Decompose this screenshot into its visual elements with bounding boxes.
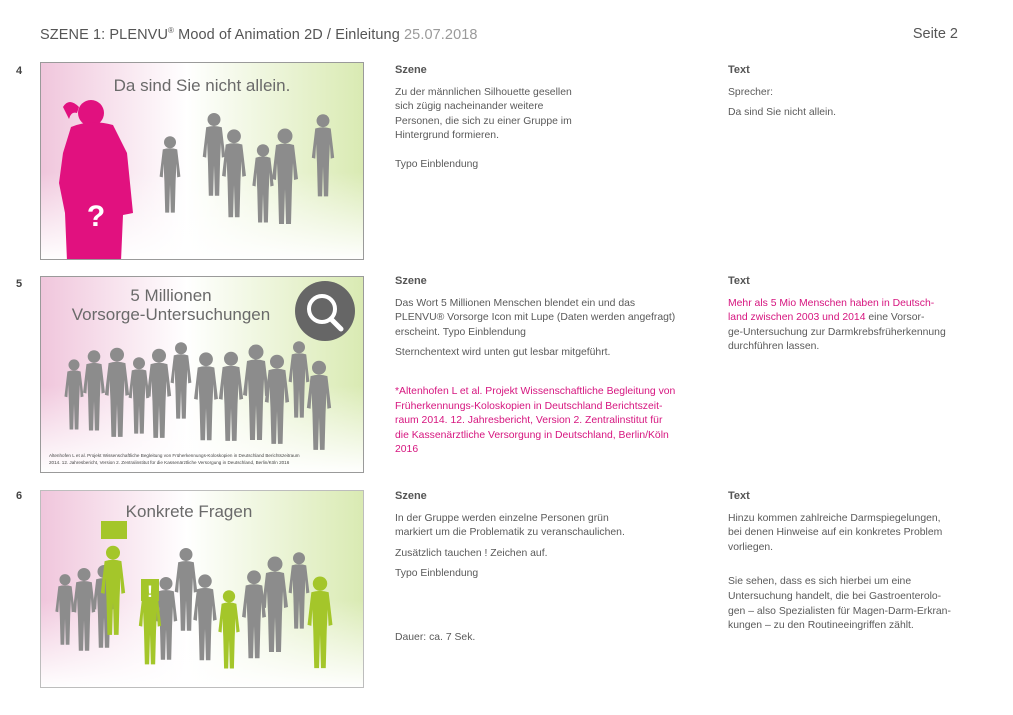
scene-line: In der Gruppe werden einzelne Personen grün — [395, 512, 609, 524]
voiceover-line: Sie sehen, dass es sich hierbei um eine — [728, 576, 912, 588]
exclamation-icon: ! — [147, 582, 153, 601]
scene-column-4 — [395, 63, 695, 173]
scene-line: Zu der männlichen Silhouette gesellen — [395, 86, 572, 98]
exclamation-sign — [141, 579, 159, 601]
frame-title-line-2: Vorsorge-Untersuchungen — [71, 305, 271, 324]
frame-footnote: Altenhofen L et al. Projekt Wissenschaftliche Begleitung von Früherkennungs-Koloskopien in Deutschland Berichtszeitraum — [49, 453, 300, 458]
magnifier-icon — [295, 281, 355, 341]
voiceover-line: bei denen Hinweise auf ein konkretes Problem — [728, 527, 943, 539]
frame-footnote: 2014. 12. Jahresbericht, Version 2. Zentralinstitut für die Kassenärztliche Versorgung in Deutschland, Berlin/Köln 2016 — [49, 460, 290, 465]
text-column-4 — [728, 63, 998, 121]
text-heading: Text — [728, 64, 750, 76]
storyboard-frame-4 — [40, 62, 364, 260]
storyboard-frame-5 — [40, 276, 364, 473]
frame-title: Da sind Sie nicht allein. — [113, 76, 291, 95]
voiceover-text: Da sind Sie nicht allein. — [728, 107, 837, 119]
header-date: 25.07.2018 — [404, 26, 478, 43]
voiceover-line: gen – also Spezialisten für Magen-Darm-Erkran- — [728, 605, 951, 617]
voiceover-line: land zwischen 2003 und 2014 — [728, 312, 866, 324]
scene-line: Das Wort 5 Millionen Menschen blendet ein und das — [395, 297, 636, 309]
reference-line: die Kassenärztliche Versorgung in Deutschland, Berlin/Köln — [395, 429, 669, 441]
reference-line: 2016 — [395, 444, 419, 456]
scene-note: Typo Einblendung — [395, 158, 479, 170]
voiceover-line: kungen – zu den Routineeingriffen zählt. — [728, 620, 914, 632]
scene-column-5 — [395, 274, 705, 458]
scene-line: sich zügig nacheinander weitere — [395, 101, 544, 113]
voiceover-line: eine Vorsor- — [865, 312, 925, 324]
scene-heading: Szene — [395, 490, 427, 502]
row-number: 6 — [16, 490, 23, 502]
voiceover-line: durchführen lassen. — [728, 341, 820, 353]
page-number: Seite 2 — [912, 26, 958, 42]
reference-line: Früherkennungs-Koloskopien in Deutschland Berichtszeit- — [395, 400, 663, 412]
scene-note: Sternchentext wird unten gut lesbar mitgeführt. — [395, 347, 611, 359]
reference-line: *Altenhofen L et al. Projekt Wissenschaftliche Begleitung von — [395, 385, 676, 397]
scene-line: markiert um die Problematik zu veranschaulichen. — [395, 527, 625, 539]
text-heading: Text — [728, 275, 750, 287]
scene-line: PLENVU® Vorsorge Icon mit Lupe (Daten werden angefragt) — [395, 312, 676, 324]
row-number: 5 — [16, 278, 23, 290]
scene-note: Zusätzlich tauchen ! Zeichen auf. — [395, 547, 548, 559]
duration-label: Dauer: ca. 7 Sek. — [395, 631, 476, 643]
scene-label: SZENE 1: PLENVU — [40, 26, 169, 43]
question-mark-icon: ? — [86, 200, 106, 233]
row-number: 4 — [16, 65, 23, 77]
text-column-6 — [728, 489, 998, 634]
frame-title-line-1: 5 Millionen — [130, 286, 212, 305]
text-column-5 — [728, 274, 998, 355]
storyboard-frame-6 — [40, 490, 364, 688]
voiceover-line: ge-Untersuchung zur Darmkrebsfrüherkennung — [728, 326, 946, 338]
speaker-label: Sprecher: — [728, 86, 774, 98]
voiceover-line: Untersuchung handelt, die bei Gastroenterolo- — [728, 590, 942, 602]
scene-note: Typo Einblendung — [395, 568, 479, 580]
reference-line: raum 2014. 12. Jahresbericht, Version 2. Zentralinstitut für — [395, 415, 663, 427]
scene-line: Personen, die sich zu einer Gruppe im — [395, 115, 572, 127]
scene-line: Hintergrund formieren. — [395, 130, 499, 142]
voiceover-line: vorliegen. — [728, 541, 774, 553]
scene-heading: Szene — [395, 64, 427, 76]
scene-column-6 — [395, 489, 695, 646]
registered-mark: ® — [168, 26, 175, 35]
scene-heading: Szene — [395, 275, 427, 287]
header-title: Mood of Animation 2D / Einleitung — [174, 26, 405, 43]
voiceover-line: Hinzu kommen zahlreiche Darmspiegelungen, — [728, 512, 941, 524]
scene-line: erscheint. Typo Einblendung — [395, 326, 526, 338]
text-heading: Text — [728, 490, 750, 502]
document-header — [40, 26, 478, 43]
voiceover-line: Mehr als 5 Mio Menschen haben in Deutsch- — [728, 297, 935, 309]
frame-title: Konkrete Fragen — [125, 502, 253, 521]
